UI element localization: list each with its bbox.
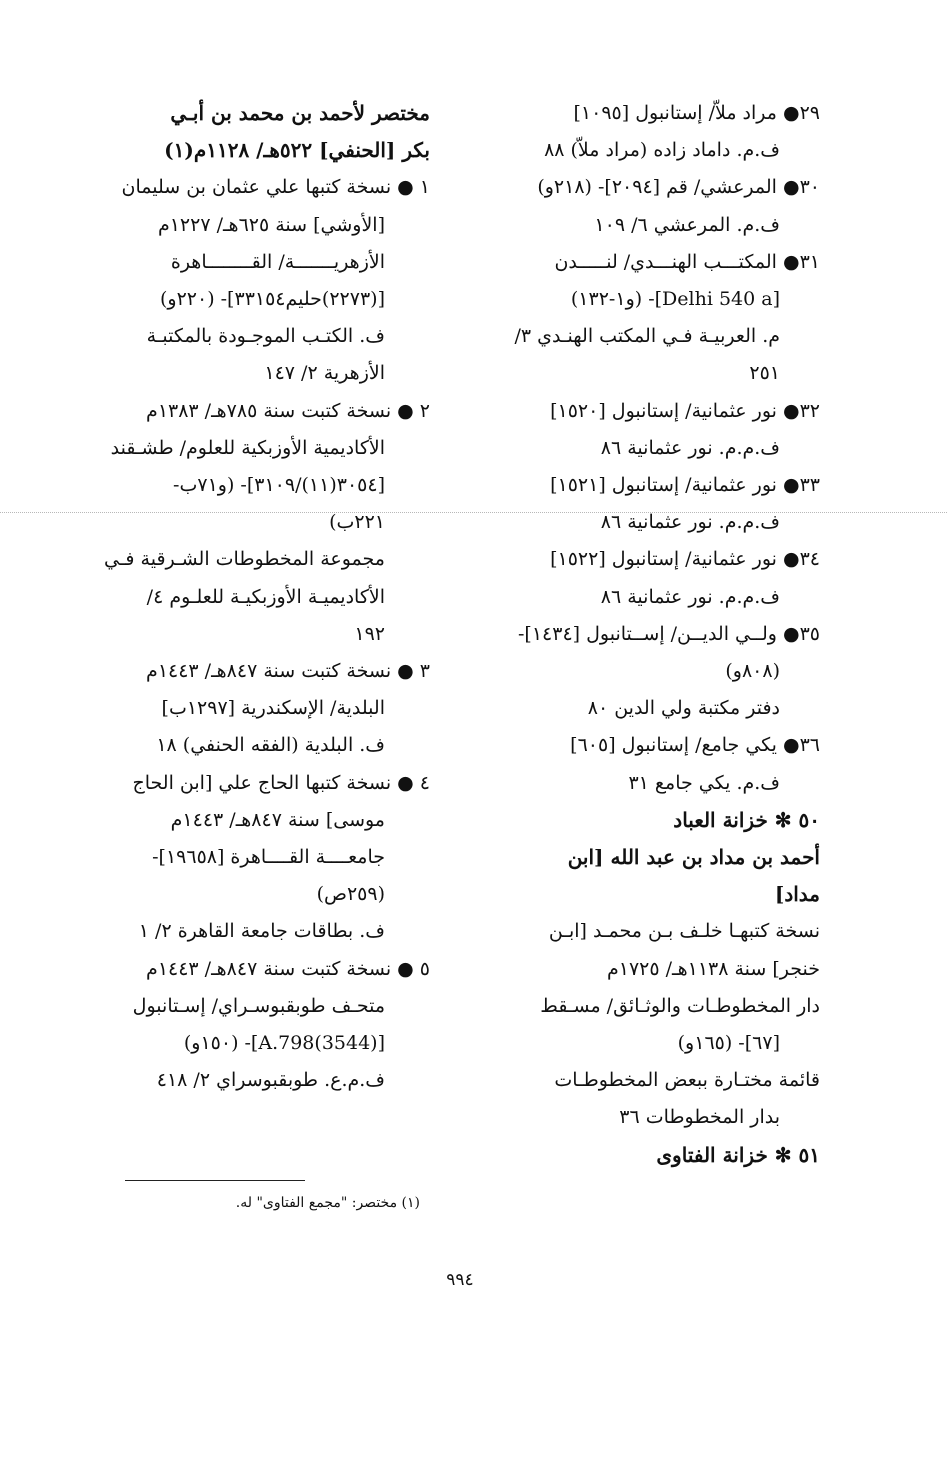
left-column-line: ٢٢١ب) <box>329 511 385 534</box>
left-column-line: ١ ● نسخة كتبها علي عثمان بن سليمان <box>121 176 430 199</box>
left-column-line: ف. بطاقات جامعة القاهرة ٢/ ١ <box>138 920 385 943</box>
right-column-line: أحمد بن مداد بن عبد الله [ابن <box>567 845 820 869</box>
page-number: ٩٩٤ <box>446 1270 474 1290</box>
right-column-line: ٣٠● المرعشي/ قم [٢٠٩٤]- (٢١٨و) <box>537 176 820 199</box>
left-column-line: ف.م.ع. طوبقبوسراي ٢/ ٤١٨ <box>156 1069 385 1092</box>
left-column-line: (٢٥٩ص) <box>316 883 385 906</box>
right-column-line: ٣٣● نور عثمانية/ إستانبول [١٥٢١] <box>550 474 820 496</box>
left-column-line: ف. الكتـب الموجـودة بالمكتبـة <box>146 325 385 348</box>
left-column-line: مختصر لأحمد بن محمد بن أبـي <box>170 101 430 125</box>
footnote-rule <box>125 1180 305 1181</box>
left-column-line: البلدية/ الإسكندرية [١٢٩٧ب] <box>161 697 385 720</box>
left-column-line: متحـف طوبقبوسـراي/ إسـتانبول <box>132 994 385 1017</box>
right-column-line: [Delhi 540 a]- (و١-١٣٢) <box>570 288 780 310</box>
footnote: (١) مختصر: "مجمع الفتاوى" له. <box>235 1195 420 1211</box>
right-column-line: خنجر] سنة ١١٣٨هـ/ ١٧٢٥م <box>606 957 820 980</box>
left-column-line: [الأوشي] سنة ٦٢٥هـ/ ١٢٢٧م <box>157 213 385 236</box>
left-column-line: مجموعة المخطوطات الشـرقية فـي <box>104 548 385 571</box>
right-column-line: قائمة مختـارة ببعض المخطوطـات <box>554 1069 820 1092</box>
left-column-line: الأكاديميـة الأوزبكيـة للعلـوم ٤/ <box>146 585 385 608</box>
left-column-line: ٤ ● نسخة كتبها الحاج علي [ابن الحاج <box>132 771 430 794</box>
left-column-line: ٥ ● نسخة كتبت سنة ٨٤٧هـ/ ١٤٤٣م <box>146 957 430 980</box>
right-column-line: دفتر مكتبة ولي الدين ٨٠ <box>587 697 780 720</box>
left-column-line: بكر [الحنفي] ٥٢٢هـ/ ١١٢٨م(١) <box>164 138 430 163</box>
left-column-line: ف. البلدية (الفقه الحنفي) ١٨ <box>156 734 385 757</box>
right-column-line: ٣١● المكتـــب الهنـــدي/ لنـــــدن <box>554 250 820 273</box>
left-column-line: [(٢٢٧٣)حليم٣٣١٥٤]- (٢٢٠و) <box>159 288 385 310</box>
right-column-line: دار المخطوطـات والوثـائق/ مسـقط <box>540 994 820 1017</box>
right-column-line: بدار المخطوطات ٣٦ <box>619 1106 780 1129</box>
right-column-line: ٢٩● مراد ملاّ/ إستانبول [١٠٩٥] <box>573 102 820 124</box>
left-column-line: ٢ ● نسخة كتبت سنة ٧٨٥هـ/ ١٣٨٣م <box>146 399 430 422</box>
right-column-line: ف.م.م. نور عثمانية ٨٦ <box>600 511 780 534</box>
right-column-line: ٢٥١ <box>749 362 780 385</box>
right-column-line: ف.م.م. نور عثمانية ٨٦ <box>600 436 780 459</box>
right-column-line: [٦٧]- (١٦٥و) <box>677 1032 780 1054</box>
right-column-line: ٣٥● ولــي الديــن/ إســتانبول [١٤٣٤]- <box>518 622 820 645</box>
right-column-line: نسخة كتبهـا خلـف بـن محمـد [ابـن <box>548 920 820 943</box>
right-column-line: (٨٠٨و) <box>725 660 780 682</box>
right-column-line: مداد] <box>774 882 820 907</box>
left-column-line: جامعــــة القــــاهرة [١٩٦٥٨]- <box>152 846 385 868</box>
right-column-line: ٣٢● نور عثمانية/ إستانبول [١٥٢٠] <box>550 399 820 422</box>
right-column-line: ٣٤● نور عثمانية/ إستانبول [١٥٢٢] <box>550 548 820 571</box>
left-column-line: الأكاديمية الأوزبكية للعلوم/ طشـقند <box>110 436 385 459</box>
left-column-line: موسى] سنة ٨٤٧هـ/ ١٤٤٣م <box>170 808 385 831</box>
right-column-line: ف.م. يكي جامع ٣١ <box>628 771 780 794</box>
right-column-line: ٥١ ✻ خزانة الفتاوى <box>656 1142 820 1167</box>
right-column-line: م. العربيـة فـي المكتب الهنـدي ٣/ <box>514 325 780 348</box>
left-column-line: الأزهريـــــــة/ القــــــــاهرة <box>170 250 385 273</box>
right-column-line: ف.م. داماد زاده (مراد ملاّ) ٨٨ <box>544 139 780 162</box>
scan-fold-line <box>0 512 947 513</box>
left-column-line: [٣٠٥٤(١١)/٣١٠٩]- (و٧١ب- <box>173 474 385 496</box>
right-column-line: ٣٦● يكي جامع/ إستانبول [٦٠٥] <box>570 734 820 757</box>
right-column-line: ٥٠ ✻ خزانة العباد <box>673 807 820 832</box>
left-column-line: ٣ ● نسخة كتبت سنة ٨٤٧هـ/ ١٤٤٣م <box>146 660 430 682</box>
left-column-line: الأزهرية ٢/ ١٤٧ <box>264 362 385 385</box>
left-column-line: ١٩٢ <box>354 622 385 645</box>
right-column-line: ف.م.م. نور عثمانية ٨٦ <box>600 585 780 608</box>
right-column-line: ف.م. المرعشي ٦/ ١٠٩ <box>594 213 780 236</box>
left-column-line: [(3544)A.798]- (١٥٠و) <box>183 1032 385 1054</box>
